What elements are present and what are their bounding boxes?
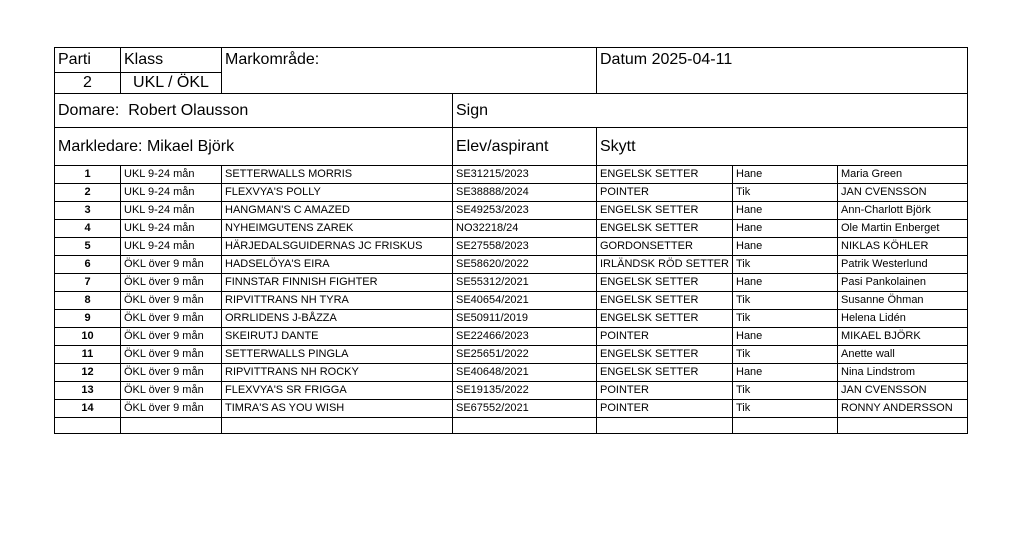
- row-sex: Hane: [733, 202, 838, 220]
- row-breed: POINTER: [597, 328, 733, 346]
- row-dog-name: SKEIRUTJ DANTE: [222, 328, 453, 346]
- row-class: UKL 9-24 mån: [121, 184, 222, 202]
- row-dog-name: FINNSTAR FINNISH FIGHTER: [222, 274, 453, 292]
- row-class: ÖKL över 9 mån: [121, 400, 222, 418]
- row-reg-number: SE49253/2023: [453, 202, 597, 220]
- table-row: [55, 328, 968, 346]
- row-owner: Helena Lidén: [838, 310, 968, 328]
- row-breed: ENGELSK SETTER: [597, 346, 733, 364]
- row-dog-name: ORRLIDENS J-BÅZZA: [222, 310, 453, 328]
- datum-label: Datum 2025-04-11: [597, 48, 968, 94]
- row-dog-name: NYHEIMGUTENS ZAREK: [222, 220, 453, 238]
- table-row: [55, 364, 968, 382]
- row-dog-name: RIPVITTRANS NH TYRA: [222, 292, 453, 310]
- row-reg-number: SE58620/2022: [453, 256, 597, 274]
- header-row-domare: [55, 94, 968, 128]
- row-class: UKL 9-24 mån: [121, 238, 222, 256]
- row-number: 13: [55, 382, 121, 400]
- row-sex: Hane: [733, 274, 838, 292]
- row-breed: ENGELSK SETTER: [597, 292, 733, 310]
- row-breed: ENGELSK SETTER: [597, 274, 733, 292]
- row-reg-number: SE19135/2022: [453, 382, 597, 400]
- row-owner: JAN CVENSSON: [838, 382, 968, 400]
- row-owner: Nina Lindstrom: [838, 364, 968, 382]
- row-dog-name: FLEXVYA'S SR FRIGGA: [222, 382, 453, 400]
- row-class: ÖKL över 9 mån: [121, 274, 222, 292]
- row-sex: Tik: [733, 184, 838, 202]
- row-reg-number: SE40654/2021: [453, 292, 597, 310]
- row-number: 9: [55, 310, 121, 328]
- row-sex: Hane: [733, 328, 838, 346]
- row-sex: Tik: [733, 256, 838, 274]
- row-sex: Hane: [733, 364, 838, 382]
- table-row: [55, 166, 968, 184]
- parti-value: 2: [55, 73, 121, 94]
- row-dog-name: RIPVITTRANS NH ROCKY: [222, 364, 453, 382]
- row-reg-number: SE22466/2023: [453, 328, 597, 346]
- row-owner: Ole Martin Enberget: [838, 220, 968, 238]
- row-reg-number: SE40648/2021: [453, 364, 597, 382]
- table-row: [55, 382, 968, 400]
- row-breed: ENGELSK SETTER: [597, 202, 733, 220]
- row-breed: IRLÄNDSK RÖD SETTER: [597, 256, 733, 274]
- header-row-markledare: [55, 128, 968, 166]
- row-class: UKL 9-24 mån: [121, 220, 222, 238]
- row-breed: POINTER: [597, 400, 733, 418]
- row-owner: RONNY ANDERSSON: [838, 400, 968, 418]
- row-dog-name: HANGMAN'S C AMAZED: [222, 202, 453, 220]
- row-reg-number: SE38888/2024: [453, 184, 597, 202]
- sign-label: Sign: [453, 94, 968, 128]
- table-row: [55, 184, 968, 202]
- row-sex: Tik: [733, 292, 838, 310]
- table-row: [55, 292, 968, 310]
- skytt-label: Skytt: [597, 128, 968, 166]
- row-sex: Tik: [733, 310, 838, 328]
- table-row: [55, 220, 968, 238]
- row-reg-number: SE55312/2021: [453, 274, 597, 292]
- table-row: [55, 256, 968, 274]
- row-breed: ENGELSK SETTER: [597, 220, 733, 238]
- table-row: [55, 274, 968, 292]
- row-class: UKL 9-24 mån: [121, 166, 222, 184]
- row-reg-number: SE27558/2023: [453, 238, 597, 256]
- row-dog-name: TIMRA'S AS YOU WISH: [222, 400, 453, 418]
- row-number: 11: [55, 346, 121, 364]
- row-number: 7: [55, 274, 121, 292]
- elev-label: Elev/aspirant: [453, 128, 597, 166]
- row-reg-number: SE50911/2019: [453, 310, 597, 328]
- row-dog-name: HÄRJEDALSGUIDERNAS JC FRISKUS: [222, 238, 453, 256]
- markledare-value: Mikael Björk: [146, 137, 235, 155]
- row-dog-name: FLEXVYA'S POLLY: [222, 184, 453, 202]
- row-dog-name: HADSELÖYA'S EIRA: [222, 256, 453, 274]
- row-sex: Hane: [733, 166, 838, 184]
- row-owner: Maria Green: [838, 166, 968, 184]
- markomrade-label: Markområde:: [222, 48, 597, 94]
- row-number: 12: [55, 364, 121, 382]
- row-number: 6: [55, 256, 121, 274]
- row-sex: Tik: [733, 382, 838, 400]
- row-sex: Hane: [733, 238, 838, 256]
- klass-value: UKL / ÖKL: [121, 73, 222, 94]
- row-class: ÖKL över 9 mån: [121, 364, 222, 382]
- row-class: ÖKL över 9 mån: [121, 310, 222, 328]
- row-class: ÖKL över 9 mån: [121, 292, 222, 310]
- row-reg-number: SE31215/2023: [453, 166, 597, 184]
- row-number: 2: [55, 184, 121, 202]
- row-dog-name: SETTERWALLS PINGLA: [222, 346, 453, 364]
- row-breed: GORDONSETTER: [597, 238, 733, 256]
- table-row: [55, 310, 968, 328]
- row-sex: Tik: [733, 346, 838, 364]
- row-class: UKL 9-24 mån: [121, 202, 222, 220]
- markledare-cell: Markledare: Mikael Björk: [55, 128, 453, 166]
- row-breed: ENGELSK SETTER: [597, 166, 733, 184]
- row-reg-number: SE67552/2021: [453, 400, 597, 418]
- row-number: 4: [55, 220, 121, 238]
- row-number: 3: [55, 202, 121, 220]
- row-breed: ENGELSK SETTER: [597, 310, 733, 328]
- domare-value: Robert Olausson: [128, 101, 249, 119]
- row-breed: POINTER: [597, 382, 733, 400]
- row-breed: POINTER: [597, 184, 733, 202]
- klass-label: Klass: [121, 48, 222, 73]
- row-owner: Anette wall: [838, 346, 968, 364]
- dog-rows: [55, 166, 968, 418]
- startlist-sheet: [54, 47, 967, 434]
- row-dog-name: SETTERWALLS MORRIS: [222, 166, 453, 184]
- domare-cell: Domare: Robert Olausson: [55, 94, 453, 128]
- table-row: [55, 346, 968, 364]
- parti-label: Parti: [55, 48, 121, 73]
- row-reg-number: NO32218/24: [453, 220, 597, 238]
- row-number: 8: [55, 292, 121, 310]
- startlist-table: [54, 47, 968, 434]
- empty-row: [55, 418, 968, 434]
- row-class: ÖKL över 9 mån: [121, 256, 222, 274]
- row-sex: Hane: [733, 220, 838, 238]
- row-owner: Patrik Westerlund: [838, 256, 968, 274]
- row-class: ÖKL över 9 mån: [121, 382, 222, 400]
- row-class: ÖKL över 9 mån: [121, 328, 222, 346]
- row-owner: MIKAEL BJÖRK: [838, 328, 968, 346]
- row-number: 1: [55, 166, 121, 184]
- row-number: 5: [55, 238, 121, 256]
- row-owner: Pasi Pankolainen: [838, 274, 968, 292]
- row-class: ÖKL över 9 mån: [121, 346, 222, 364]
- row-number: 10: [55, 328, 121, 346]
- header-row-1: [55, 48, 968, 73]
- table-row: [55, 202, 968, 220]
- row-number: 14: [55, 400, 121, 418]
- row-owner: NIKLAS KÖHLER: [838, 238, 968, 256]
- row-owner: Ann-Charlott Björk: [838, 202, 968, 220]
- row-owner: Susanne Öhman: [838, 292, 968, 310]
- table-row: [55, 238, 968, 256]
- table-row: [55, 400, 968, 418]
- row-sex: Tik: [733, 400, 838, 418]
- row-breed: ENGELSK SETTER: [597, 364, 733, 382]
- row-reg-number: SE25651/2022: [453, 346, 597, 364]
- row-owner: JAN CVENSSON: [838, 184, 968, 202]
